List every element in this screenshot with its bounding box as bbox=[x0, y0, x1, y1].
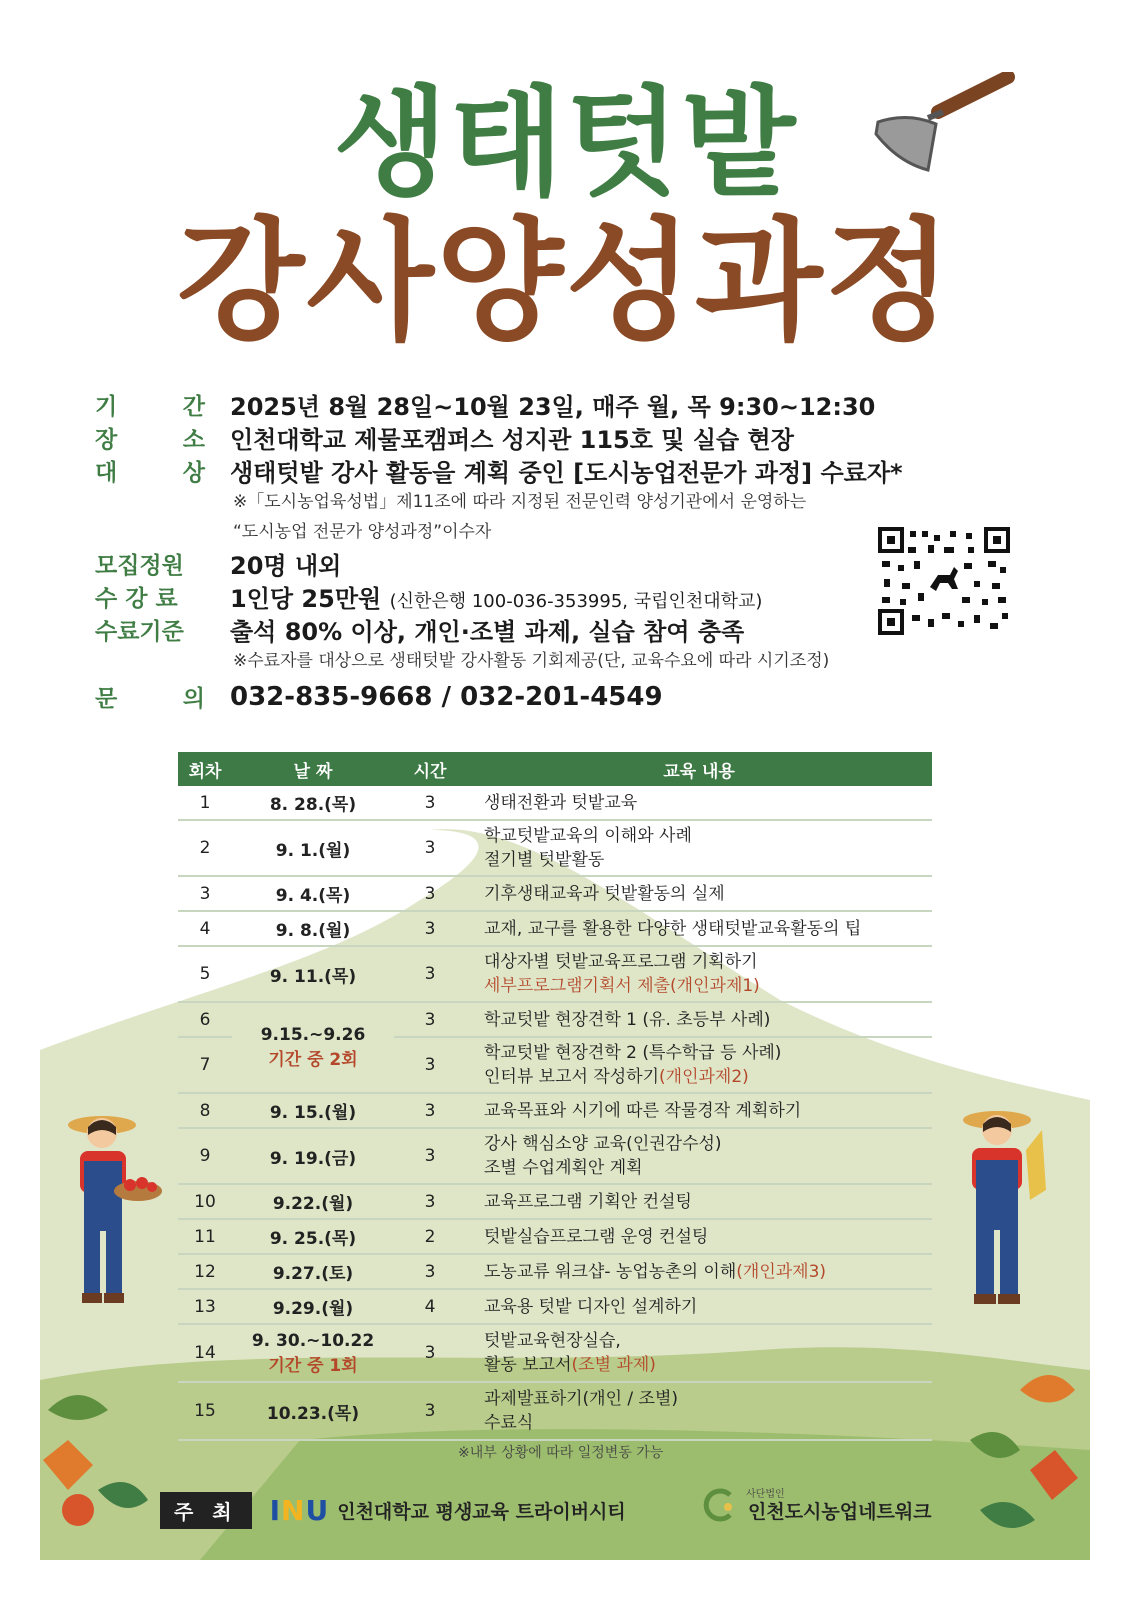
info-label: 문 의 bbox=[95, 686, 205, 712]
farmer-right-illustration bbox=[942, 1100, 1052, 1322]
schedule-footnote: ※내부 상황에 따라 일정변동 가능 bbox=[458, 1445, 664, 1461]
footer bbox=[160, 1490, 626, 1530]
info-label: 모집정원 bbox=[95, 553, 184, 579]
row-hours: 3 bbox=[394, 946, 466, 1002]
header-content: 교육 내용 bbox=[466, 752, 932, 786]
row-no: 13 bbox=[178, 1289, 232, 1324]
table-row bbox=[178, 1128, 932, 1184]
organizer-2-small: 사단법인 bbox=[746, 1489, 785, 1500]
row-no: 10 bbox=[178, 1184, 232, 1219]
row-no: 15 bbox=[178, 1382, 232, 1440]
target-note-2: “도시농업 전문가 양성과정”이수자 bbox=[233, 522, 492, 542]
row-hours: 3 bbox=[394, 1324, 466, 1382]
row-date: 9. 19.(금) bbox=[232, 1128, 394, 1184]
table-row bbox=[178, 1002, 932, 1037]
header-no: 회차 bbox=[178, 752, 232, 786]
info-place-row bbox=[95, 421, 1095, 454]
row-date: 9. 1.(월) bbox=[232, 820, 394, 876]
row-content: 도농교류 워크샵- 농업농촌의 이해(개인과제3) bbox=[466, 1254, 932, 1289]
row-content: 텃밭실습프로그램 운영 컨설팅 bbox=[466, 1219, 932, 1254]
title-line-2: 강사양성과정 bbox=[176, 205, 955, 359]
table-row bbox=[178, 1093, 932, 1128]
row-hours: 3 bbox=[394, 786, 466, 820]
info-capacity-value: 20명 내외 bbox=[230, 552, 342, 580]
row-no: 14 bbox=[178, 1324, 232, 1382]
row-no: 3 bbox=[178, 876, 232, 911]
table-row bbox=[178, 1219, 932, 1254]
row-date: 9.29.(월) bbox=[232, 1289, 394, 1324]
farmer-left-illustration bbox=[62, 1105, 162, 1320]
row-hours: 3 bbox=[394, 1037, 466, 1093]
row-content: 기후생태교육과 텃밭활동의 실제 bbox=[466, 876, 932, 911]
row-no: 6 bbox=[178, 1002, 232, 1037]
info-period-value: 2025년 8월 28일~10월 23일, 매주 월, 목 9:30~12:30 bbox=[230, 393, 876, 421]
schedule-header-row bbox=[178, 752, 932, 786]
host-label: 주 최 bbox=[160, 1492, 252, 1529]
row-hours: 3 bbox=[394, 1184, 466, 1219]
fee-detail: (신한은행 100-036-353995, 국립인천대학교) bbox=[389, 591, 763, 612]
info-target-value: 생태텃밭 강사 활동을 계획 중인 [도시농업전문가 과정] 수료자* bbox=[230, 459, 903, 487]
qr-code-icon[interactable] bbox=[878, 527, 1010, 635]
table-row bbox=[178, 876, 932, 911]
row-date: 9. 4.(목) bbox=[232, 876, 394, 911]
organizer-2 bbox=[700, 1485, 932, 1525]
row-hours: 3 bbox=[394, 911, 466, 946]
header-date: 날 짜 bbox=[232, 752, 394, 786]
info-label: 기 간 bbox=[95, 394, 205, 420]
schedule-table bbox=[178, 752, 932, 1441]
row-content: 대상자별 텃밭교육프로그램 기획하기 세부프로그램기획서 제출(개인과제1) bbox=[466, 946, 932, 1002]
info-label: 대 상 bbox=[95, 460, 205, 486]
info-label: 수료기준 bbox=[95, 619, 184, 645]
header-hours: 시간 bbox=[394, 752, 466, 786]
hoe-icon bbox=[868, 72, 1018, 182]
row-no: 9 bbox=[178, 1128, 232, 1184]
row-date: 10.23.(목) bbox=[232, 1382, 394, 1440]
info-place-value: 인천대학교 제물포캠퍼스 성지관 115호 및 실습 현장 bbox=[230, 426, 794, 454]
row-content: 학교텃밭교육의 이해와 사례 절기별 텃밭활동 bbox=[466, 820, 932, 876]
row-content: 과제발표하기(개인 / 조별) 수료식 bbox=[466, 1382, 932, 1440]
row-hours: 4 bbox=[394, 1289, 466, 1324]
target-note-1: ※「도시농업육성법」제11조에 따라 지정된 전문인력 양성기관에서 운영하는 bbox=[233, 492, 807, 512]
row-no: 12 bbox=[178, 1254, 232, 1289]
row-date: 9. 30.~10.22 기간 중 1회 bbox=[232, 1324, 394, 1382]
info-label: 장 소 bbox=[95, 427, 205, 453]
row-no: 11 bbox=[178, 1219, 232, 1254]
table-row bbox=[178, 786, 932, 820]
table-row bbox=[178, 820, 932, 876]
table-row bbox=[178, 911, 932, 946]
row-content: 교육용 텃밭 디자인 설계하기 bbox=[466, 1289, 932, 1324]
row-date: 9. 8.(월) bbox=[232, 911, 394, 946]
row-content: 강사 핵심소양 교육(인권감수성) 조별 수업계획안 계획 bbox=[466, 1128, 932, 1184]
info-fee-value: 1인당 25만원 (신한은행 100-036-353995, 국립인천대학교) bbox=[230, 585, 763, 613]
row-content: 학교텃밭 현장견학 2 (특수학급 등 사례) 인터뷰 보고서 작성하기(개인과제2) bbox=[466, 1037, 932, 1093]
row-hours: 3 bbox=[394, 820, 466, 876]
network-logo-icon bbox=[700, 1485, 740, 1525]
row-date: 9. 15.(월) bbox=[232, 1093, 394, 1128]
row-no: 8 bbox=[178, 1093, 232, 1128]
row-content: 학교텃밭 현장견학 1 (유. 초등부 사례) bbox=[466, 1002, 932, 1037]
table-row bbox=[178, 1382, 932, 1440]
info-contact-value: 032-835-9668 / 032-201-4549 bbox=[230, 681, 663, 712]
table-row bbox=[178, 1324, 932, 1382]
table-row bbox=[178, 946, 932, 1002]
row-content: 생태전환과 텃밭교육 bbox=[466, 786, 932, 820]
row-date: 9. 11.(목) bbox=[232, 946, 394, 1002]
organizer-2-name: 인천도시농업네트워크 bbox=[748, 1500, 932, 1523]
completion-note: ※수료자를 대상으로 생태텃밭 강사활동 기회제공(단, 교육수요에 따라 시기조정) bbox=[233, 651, 830, 671]
info-completion-value: 출석 80% 이상, 개인·조별 과제, 실습 참여 충족 bbox=[230, 618, 745, 646]
row-date: 9. 25.(목) bbox=[232, 1219, 394, 1254]
row-no: 5 bbox=[178, 946, 232, 1002]
row-content: 교재, 교구를 활용한 다양한 생태텃밭교육활동의 팁 bbox=[466, 911, 932, 946]
row-hours: 3 bbox=[394, 1254, 466, 1289]
row-hours: 3 bbox=[394, 1002, 466, 1037]
inu-logo: INU bbox=[269, 1493, 330, 1527]
info-period-row bbox=[95, 388, 1095, 421]
row-content: 교육목표와 시기에 따른 작물경작 계획하기 bbox=[466, 1093, 932, 1128]
row-hours: 3 bbox=[394, 1382, 466, 1440]
title-line-1: 생태텃밭 bbox=[333, 74, 798, 212]
row-hours: 2 bbox=[394, 1219, 466, 1254]
info-label: 수 강 료 bbox=[95, 586, 178, 612]
row-hours: 3 bbox=[394, 1093, 466, 1128]
row-date-merged: 9.15.~9.26 기간 중 2회 bbox=[232, 1002, 394, 1093]
row-hours: 3 bbox=[394, 876, 466, 911]
row-no: 1 bbox=[178, 786, 232, 820]
info-contact-row bbox=[95, 680, 1095, 713]
leaves-right-icon bbox=[960, 1360, 1080, 1550]
row-date: 9.22.(월) bbox=[232, 1184, 394, 1219]
row-no: 2 bbox=[178, 820, 232, 876]
organizer-1: 인천대학교 평생교육 트라이버시티 bbox=[337, 1500, 626, 1523]
row-no: 7 bbox=[178, 1037, 232, 1093]
table-row bbox=[178, 1184, 932, 1219]
leaves-left-icon bbox=[38, 1370, 158, 1550]
row-no: 4 bbox=[178, 911, 232, 946]
row-date: 9.27.(토) bbox=[232, 1254, 394, 1289]
row-date: 8. 28.(목) bbox=[232, 786, 394, 820]
row-content: 교육프로그램 기획안 컨설팅 bbox=[466, 1184, 932, 1219]
row-hours: 3 bbox=[394, 1128, 466, 1184]
info-target-row bbox=[95, 454, 1095, 487]
row-content: 텃밭교육현장실습, 활동 보고서(조별 과제) bbox=[466, 1324, 932, 1382]
table-row bbox=[178, 1254, 932, 1289]
table-row bbox=[178, 1289, 932, 1324]
